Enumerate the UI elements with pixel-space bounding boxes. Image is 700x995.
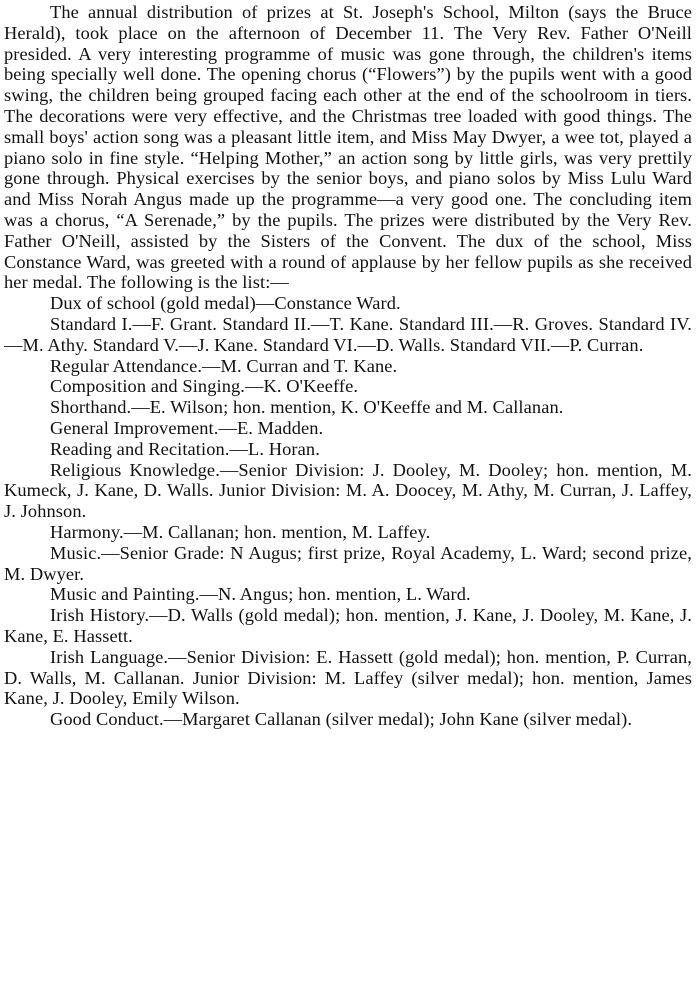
prize-regular-attendance: Regular Attendance.—M. Curran and T. Kane. [50,355,398,376]
prize-irish-history: Irish History.—D. Walls (gold medal); hon. mention, J. Kane, J. Dooley, M. Kane, J. Kane, E. Hassett. [4,605,692,646]
prize-music-painting: Music and Painting.—N. Angus; hon. mention, L. Ward. [50,584,471,605]
prize-irish-language: Irish Language.—Senior Division: E. Hassett (gold medal); hon. mention, P. Curran, D. Walls, M. Callanan. Junior Division: M. Laffey (silver medal); hon. mention, James Kane, J. Dooley, Emily Wilson. [4,646,692,709]
prize-good-conduct: Good Conduct.—Margaret Callanan (silver medal); John Kane (silver medal). [50,709,633,730]
prize-general-improvement: General Improvement.—E. Madden. [50,417,324,438]
prize-composition-singing: Composition and Singing.—K. O'Keeffe. [50,376,359,397]
prize-standards: Standard I.—F. Grant. Standard II.—T. Kane. Standard III.—R. Groves. Standard IV.—M. Athy. Standard V.—J. Kane. Standard VI.—D. Walls. Standard VII.—P. Curran. [4,313,692,355]
prize-shorthand: Shorthand.—E. Wilson; hon. mention, K. O'Keeffe and M. Callanan. [50,397,564,418]
prize-music: Music.—Senior Grade: N Augus; first prize, Royal Academy, L. Ward; second prize, M. Dwyer. [4,542,692,584]
prize-dux: Dux of school (gold medal)—Constance Ward. [50,293,401,314]
prize-religious-knowledge: Religious Knowledge.—Senior Division: J. Dooley, M. Dooley; hon. mention, M. Kumeck, J. Kane, D. Walls. Junior Division: M. A. Doocey, M. Athy, M. Curran, J. Laffey, J. Johnson. [4,459,692,522]
intro-paragraph: The annual distribution of prizes at St. Joseph's School, Milton (says the Bruce Herald), took place on the afternoon of December 11. The Very Rev. Father O'Neill presided. A very interesting programme of music was gone through, the children's items being specially well done. The opening chorus (“Flowers”) by the pupils went with a good swing, the children being grouped facing each other at the end of the schoolroom in tiers. The decorations were very effective, and the Christmas tree loaded with good things. The small boys' action song was a pleasant little item, and Miss May Dwyer, a wee tot, played a piano solo in fine style. “Helping Mother,” an action song by little girls, was very prettily gone through. Physical exercises by the senior boys, and piano solos by Miss Lulu Ward and Miss Norah Angus made up the programme—a very good one. The concluding item was a chorus, “A Serenade,” by the pupils. The prizes were distributed by the Very Rev. Father O'Neill, assisted by the Sisters of the Convent. The dux of the school, Miss Constance Ward, was greeted with a round of applause by her fellow pupils as she received her medal. The following is the list:— [4,2,692,293]
prize-harmony: Harmony.—M. Callanan; hon. mention, M. Laffey. [50,521,431,542]
newspaper-clipping [4,2,692,992]
prize-reading-recitation: Reading and Recitation.—L. Horan. [50,438,320,459]
